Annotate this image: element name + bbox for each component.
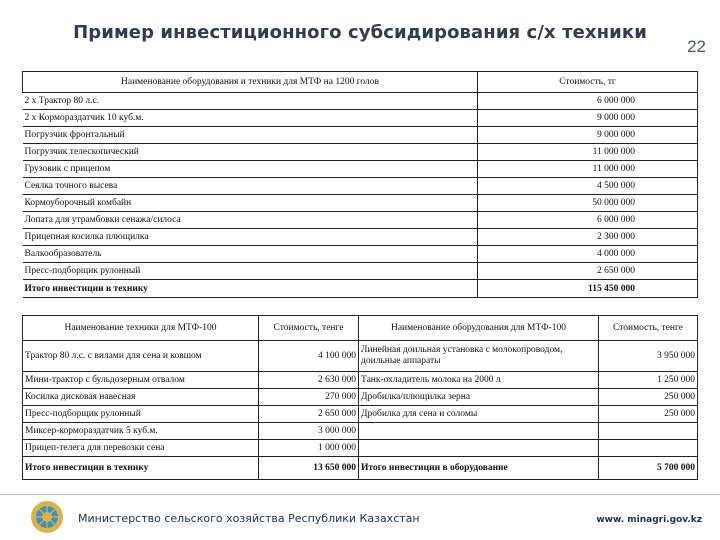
table-row (23, 229, 698, 246)
row-cost: 9 000 000 (478, 127, 698, 144)
table-total-row (23, 457, 698, 480)
equip-cost: 250 000 (599, 406, 698, 423)
table-row (23, 195, 698, 212)
page-number: 22 (687, 37, 706, 56)
tech-cost: 1 000 000 (259, 440, 359, 457)
table-header-row (23, 72, 698, 93)
row-name: Погрузчик телескопический (23, 144, 478, 161)
header-tech-cost: Стоимость, тенге (259, 316, 359, 341)
row-name: Лопата для утрамбовки сенажа/силоса (23, 212, 478, 229)
tech-name: Пресс-подборщик рулонный (23, 406, 259, 423)
row-name: 2 х Кормораздатчик 10 куб.м. (23, 110, 478, 127)
equip-cost: 250 000 (599, 389, 698, 406)
tech-name: Трактор 80 л.с. с вилами для сена и ковшом (23, 341, 259, 372)
header-name: Наименование оборудования и техники для МТФ на 1200 голов (23, 72, 478, 93)
equip-name: Дробилка/плющилка зерна (359, 389, 599, 406)
table-row (23, 212, 698, 229)
header-equip: Наименование оборудования для МТФ-100 (359, 316, 599, 341)
ministry-name: Министерство сельского хозяйства Республики Казахстан (78, 512, 420, 525)
equip-cost: 1 250 000 (599, 372, 698, 389)
row-cost: 11 000 000 (478, 144, 698, 161)
row-name: Погрузчик фронтальный (23, 127, 478, 144)
row-name: Грузовик с прицепом (23, 161, 478, 178)
table-row (23, 372, 698, 389)
row-name: Сеялка точного высева (23, 178, 478, 195)
table-row (23, 144, 698, 161)
table-row (23, 110, 698, 127)
row-name: Пресс-подборщик рулонный (23, 263, 478, 280)
total-tech-label: Итого инвестиции в технику (23, 457, 259, 480)
slide-title: Пример инвестиционного субсидирования с/х техники (73, 22, 647, 43)
equip-cost (599, 423, 698, 440)
table-row (23, 406, 698, 423)
table-row (23, 93, 698, 110)
equip-cost: 3 950 000 (599, 341, 698, 372)
header-cost: Стоимость, тг (478, 72, 698, 93)
tech-cost: 2 650 000 (259, 406, 359, 423)
equip-name (359, 423, 599, 440)
row-cost: 6 000 000 (478, 93, 698, 110)
table-row (23, 161, 698, 178)
total-equip-label: Итого инвестиции в оборудование (359, 457, 599, 480)
row-cost: 2 300 000 (478, 229, 698, 246)
table-row (23, 341, 698, 372)
row-name: Кормоуборочный комбайн (23, 195, 478, 212)
tech-cost: 4 100 000 (259, 341, 359, 372)
tech-cost: 2 630 000 (259, 372, 359, 389)
tech-name: Косилка дисковая навесная (23, 389, 259, 406)
tech-name: Миксер-кормораздатчик 5 куб.м. (23, 423, 259, 440)
header-tech: Наименование техники для МТФ-100 (23, 316, 259, 341)
tech-cost: 3 000 000 (259, 423, 359, 440)
table-row (23, 423, 698, 440)
table-row (23, 246, 698, 263)
footer-divider (0, 494, 720, 495)
row-cost: 50 000 000 (478, 195, 698, 212)
equip-name: Танк-охладитель молока на 2000 л (359, 372, 599, 389)
website-link[interactable]: www. minagri.gov.kz (596, 515, 702, 525)
table-row (23, 263, 698, 280)
header-equip-cost: Стоимость, тенге (599, 316, 698, 341)
equip-name: Дробилка для сена и соломы (359, 406, 599, 423)
row-name: Прицепная косилка плющилка (23, 229, 478, 246)
row-cost: 2 650 000 (478, 263, 698, 280)
equip-name (359, 440, 599, 457)
total-equip-value: 5 700 000 (599, 457, 698, 480)
mtf100-cost-table (22, 315, 698, 480)
row-cost: 6 000 000 (478, 212, 698, 229)
row-cost: 11 000 000 (478, 161, 698, 178)
tech-cost: 270 000 (259, 389, 359, 406)
equip-name: Линейная доильная установка с молокопроводом, доильные аппараты (359, 341, 599, 372)
total-tech-value: 13 650 000 (259, 457, 359, 480)
total-label: Итого инвестиции в технику (23, 280, 478, 298)
total-value: 115 450 000 (478, 280, 698, 298)
table-row (23, 440, 698, 457)
tech-name: Прицеп-телега для перевозки сена (23, 440, 259, 457)
row-cost: 9 000 000 (478, 110, 698, 127)
tech-name: Мини-трактор с бульдозерным отвалом (23, 372, 259, 389)
equipment-cost-table-1200 (22, 71, 698, 298)
equip-cost (599, 440, 698, 457)
table-row (23, 389, 698, 406)
kazakhstan-emblem-icon (30, 500, 64, 534)
row-cost: 4 000 000 (478, 246, 698, 263)
row-cost: 4 500 000 (478, 178, 698, 195)
row-name: Валкообразователь (23, 246, 478, 263)
table-row (23, 127, 698, 144)
table-header-row (23, 316, 698, 341)
table-total-row (23, 280, 698, 298)
row-name: 2 х Трактор 80 л.с. (23, 93, 478, 110)
table-row (23, 178, 698, 195)
